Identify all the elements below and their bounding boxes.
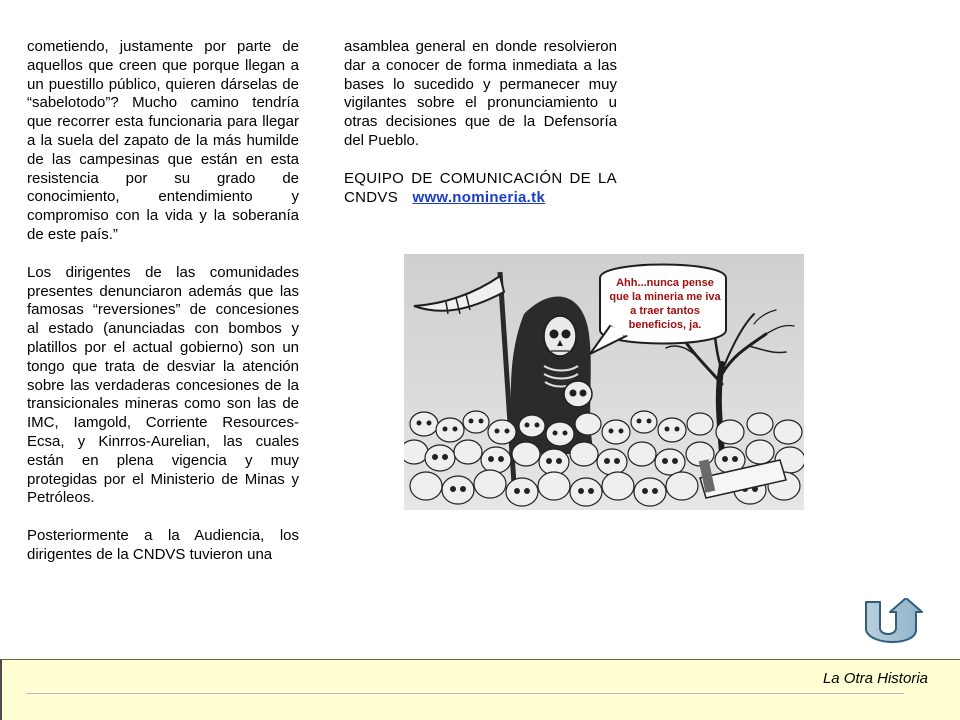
footer-title: La Otra Historia bbox=[822, 670, 928, 687]
paragraph-1: cometiendo, justamente por parte de aquellos que creen que porque llegan a un puestillo público, quieren dárselas de “sabelotodo”? Mucho camino tendría que recorrer esta funcionaria para llegar a la suela del zapato de la más humilde de las campesinas que están en esta resistencia por su grado de conocimiento, entendimiento y compromiso con la vida y la soberanía de este país.” bbox=[27, 38, 299, 243]
signature bbox=[344, 170, 617, 208]
signature-text: EQUIPO DE COMUNICACIÓN DE LA CNDVS bbox=[344, 169, 617, 206]
paragraph-2: Los dirigentes de las comunidades presentes denunciaron además que las famosas “reversiones” de concesiones al estado (anunciadas con bombos y platillos por el actual gobierno) son un tongo que trata de desviar la atención sobre las verdaderas concesiones de la transicionales mineras como son las de IMC, Iamgold, Corriente Resources-Ecsa, y Kinrros-Aurelian, las cuales están en plena vigencia y muy protegidas por el Ministerio de Minas y Petróleos. bbox=[27, 263, 299, 507]
right-text-column bbox=[344, 38, 617, 207]
return-arrow-icon bbox=[862, 598, 928, 644]
paragraph-4: asamblea general en donde resolvieron dar a conocer de forma inmediata a las bases lo sucedido y permanecer muy vigilantes sobre el pronunciamiento u otras decisiones que de la Defensoría del Pueblo. bbox=[344, 38, 617, 149]
left-text-column bbox=[27, 38, 299, 584]
paragraph-3: Posteriormente a la Audiencia, los dirigentes de la CNDVS tuvieron una bbox=[27, 527, 299, 563]
return-button[interactable] bbox=[862, 598, 928, 644]
grim-reaper-cartoon bbox=[404, 254, 804, 510]
website-link[interactable]: www.nomineria.tk bbox=[412, 188, 546, 206]
footer-bar bbox=[0, 659, 960, 720]
footer-divider bbox=[26, 693, 904, 694]
speech-bubble-text: Ahh...nunca pense que la mineria me iva a traer tantos beneficios, ja. bbox=[609, 277, 721, 331]
